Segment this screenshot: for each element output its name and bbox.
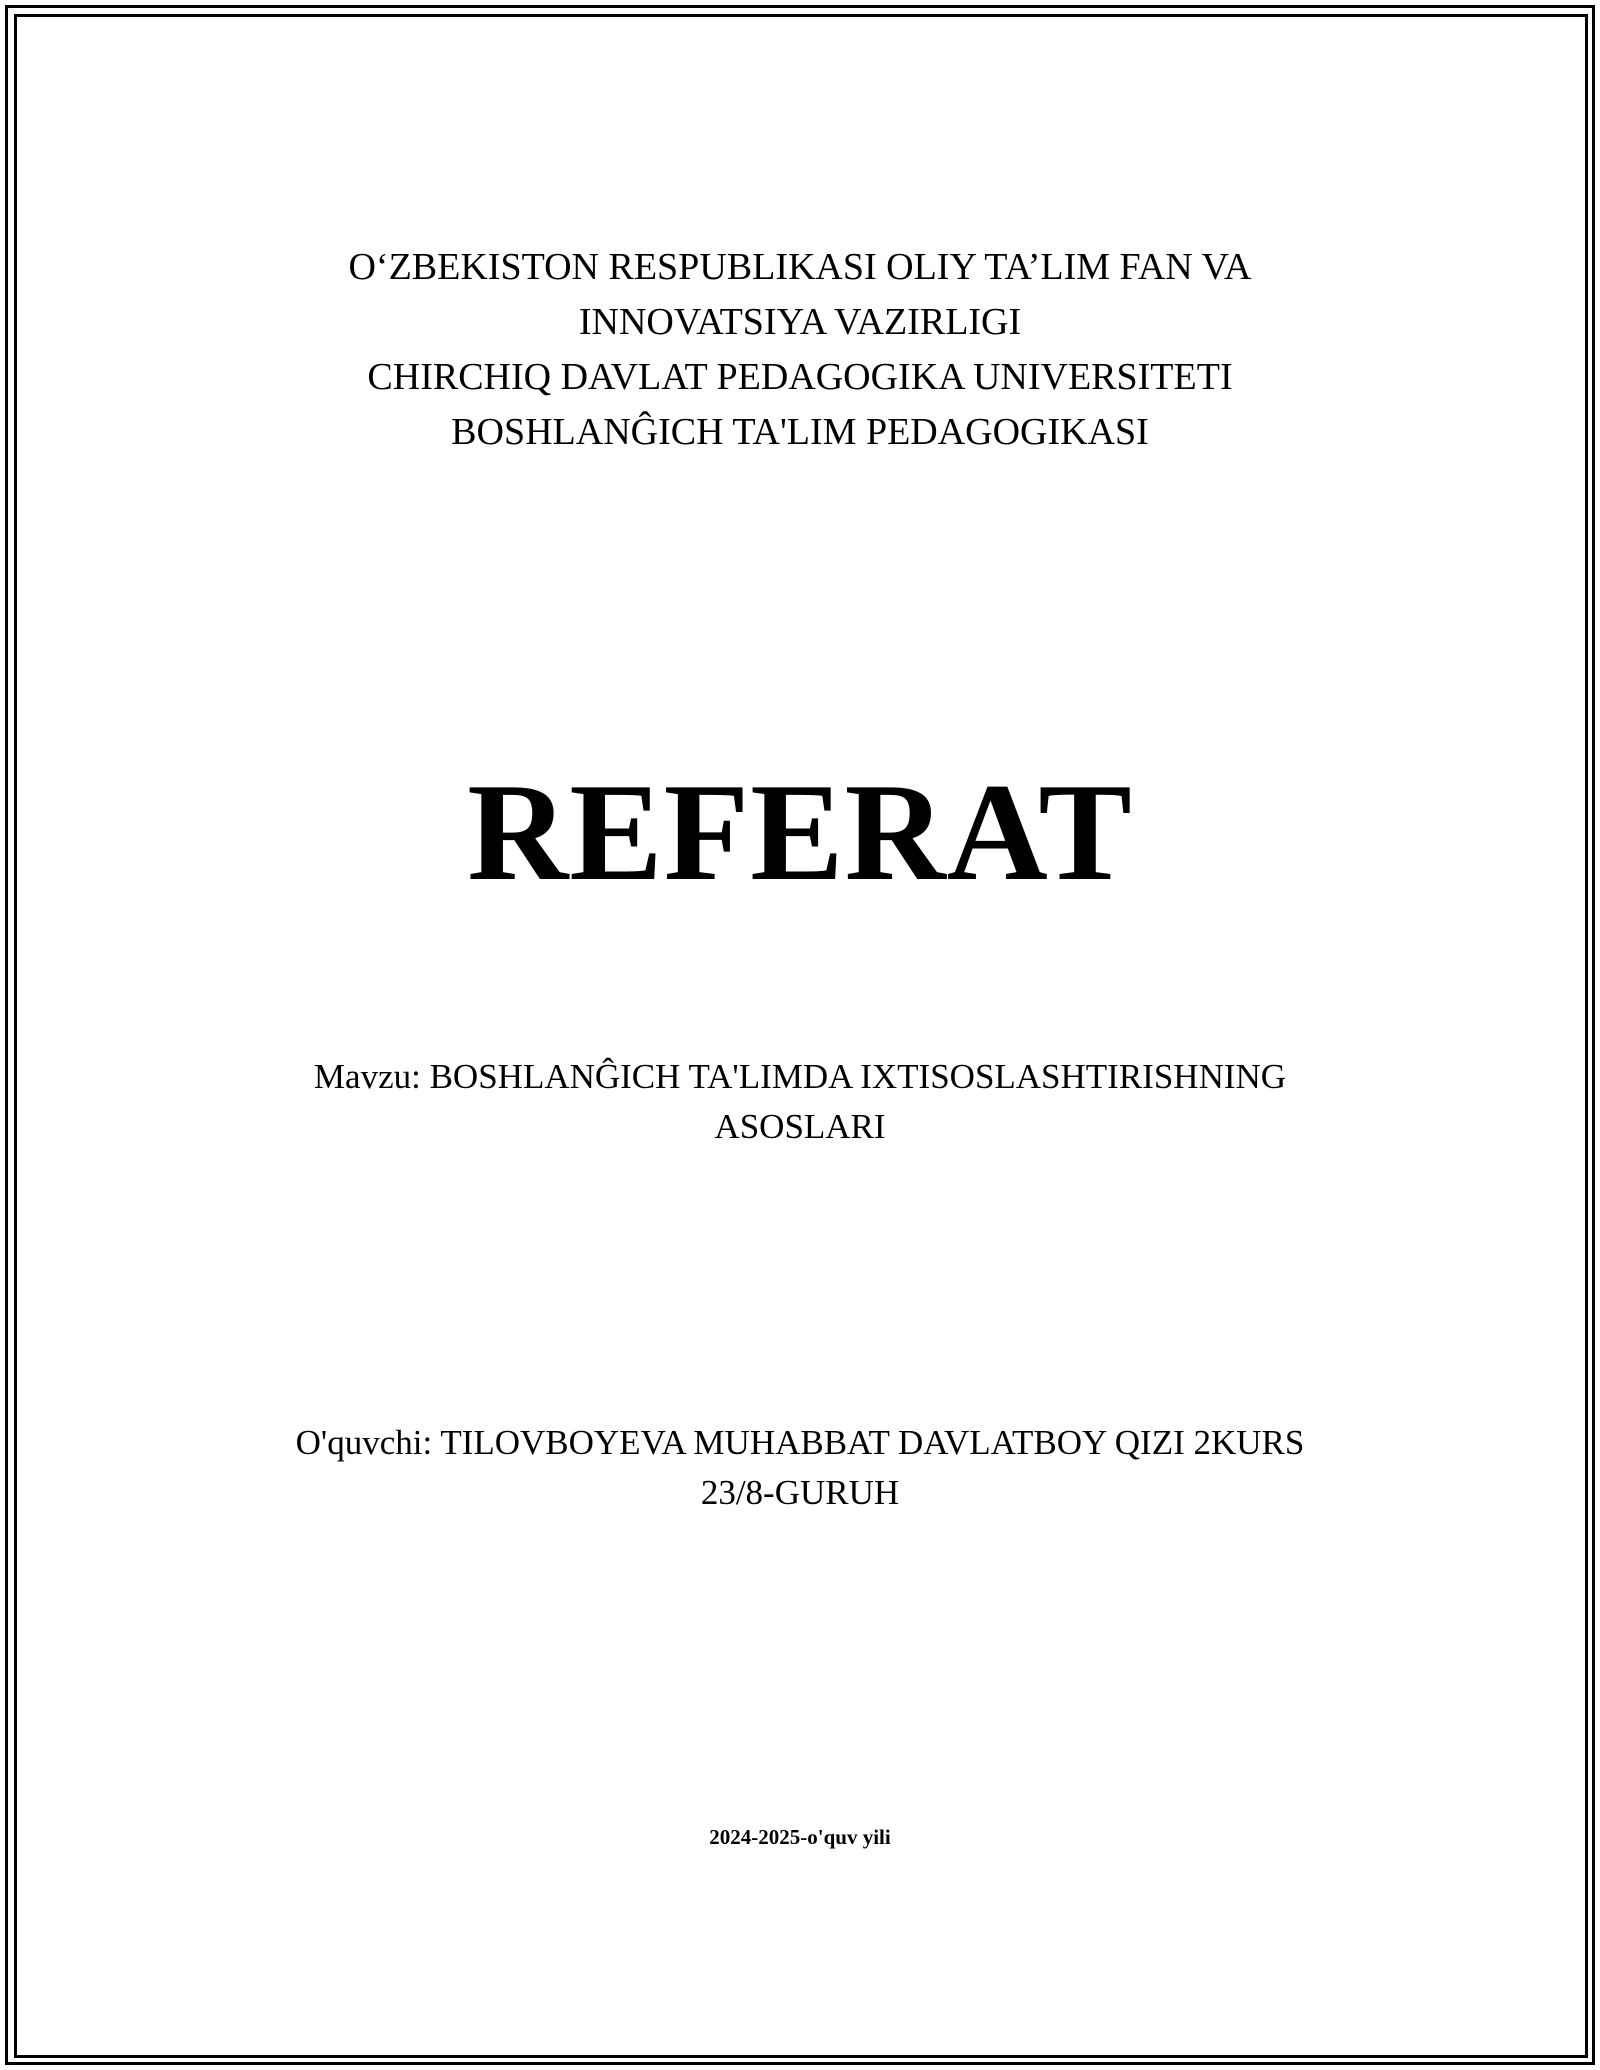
topic-block xyxy=(0,1052,1600,1152)
student-block xyxy=(0,1418,1600,1518)
institution-header xyxy=(0,240,1600,460)
header-ministry-line-1: O‘ZBEKISTON RESPUBLIKASI OLIY TA’LIM FAN VA xyxy=(348,246,1252,288)
document-title: REFERAT xyxy=(467,755,1133,910)
academic-year: 2024-2025-o'quv yili xyxy=(709,1825,891,1849)
header-department: BOSHLANĜICH TA'LIM PEDAGOGIKASI xyxy=(451,411,1149,453)
header-ministry-line-2: INNOVATSIYA VAZIRLIGI xyxy=(578,301,1022,343)
topic-line-2: ASOSLARI xyxy=(714,1107,886,1146)
student-line-2: 23/8-GURUH xyxy=(700,1473,900,1512)
student-line-1: O'quvchi: TILOVBOYEVA MUHABBAT DAVLATBOY QIZI 2KURS xyxy=(295,1423,1305,1462)
topic-line-1: Mavzu: BOSHLANĜICH TA'LIMDA IXTISOSLASHTIRISHNING xyxy=(313,1057,1287,1096)
header-university: CHIRCHIQ DAVLAT PEDAGOGIKA UNIVERSITETI xyxy=(367,356,1233,398)
